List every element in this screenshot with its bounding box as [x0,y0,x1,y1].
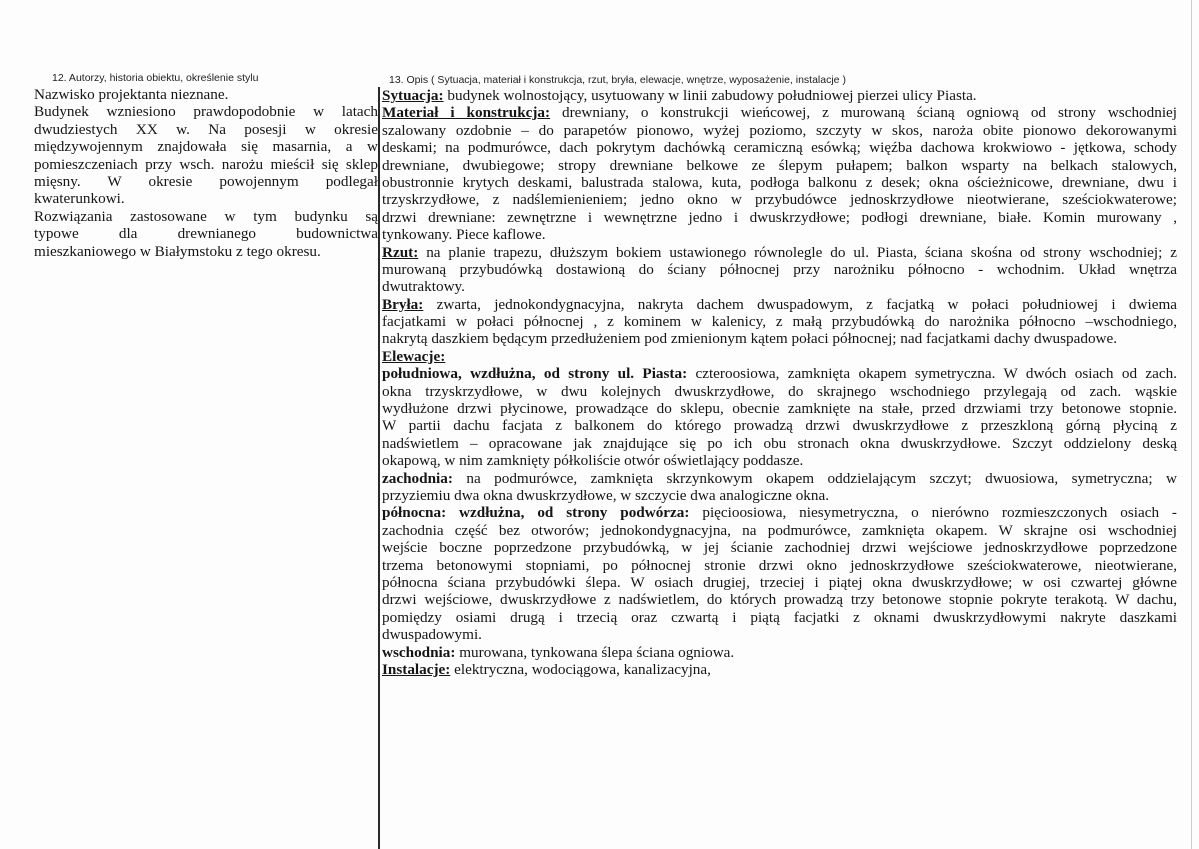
text-line [382,174,1177,191]
text-line [382,191,1177,208]
line-text: pięcioosiowa, niesymetryczna, o nierówno rozmieszczonych osiach - [702,504,1177,522]
line-text: elektryczna, wodociągowa, kanalizacyjna, [454,660,711,678]
text-line [382,591,1177,608]
line-text: murowana, tynkowana ślepa ściana ogniowa. [459,643,735,661]
line-text: trzyskrzydłowe, z nadślemienieniem; jedno okno w przybudówce jednoskrzydłowe nieotwierane, sześciokwaterowe; [382,191,1177,209]
text-line [382,609,1177,626]
text-line [382,487,1177,504]
line-text: wejście boczne poprzedzone przybudówką, w jej ścianie zachodniej drzwi wejściowe jednoskrzydłowe poprzedzone [382,539,1177,557]
line-text: pomiędzy osiami drugą i trzecią oraz czwartą i piątą facjatki z oknami dwuskrzydłowymi nakryte daszkami [382,608,1177,626]
line-text: północna ściana przybudówki ślepa. W osiach drugiej, trzeciej i piątej okna dwuskrzydłowe; w osi czwartej główne [382,573,1177,591]
section-label: zachodnia: [382,469,453,487]
section-label: Bryła: [382,295,424,313]
line-text: drewniane, dwubiegowe; stropy drewniane belkowe ze ślepym pułapem; balkon wsparty na belkach stalowych, [382,156,1177,174]
section-label: Elewacje: [382,347,446,365]
text-line [382,278,1177,295]
column-divider [378,87,380,849]
text-line [382,244,1177,261]
line-text: dwudziestych XX w. Na posesji w okresie [34,120,378,138]
text-line [382,470,1177,487]
text-line [382,226,1177,243]
line-text: typowe dla drewnianego budownictwa [34,225,378,243]
text-line [382,626,1177,643]
line-text: obustronnie krytych deskami, balustrada stalowa, kuta, podłoga balkonu z desek; okna ościeżnicowe, drewniane, dwu i [382,173,1177,191]
line-text: czteroosiowa, zamknięta okapem symetryczna. W dwóch osiach od zach. [695,365,1177,383]
line-text: W partii dachu facjata z balkonem do którego prowadzą drzwi dwuskrzydłowe z przeszkloną górną płyciną z [382,417,1177,435]
text-line [382,87,1177,104]
section-label: południowa, wzdłużna, od strony ul. Piasta: [382,365,688,383]
text-line [382,435,1177,452]
line-text: na planie trapezu, dłuższym bokiem ustawionego równolegle do ul. Piasta, ściana skośna od strony wschodniej; z [426,243,1177,261]
text-line [382,365,1177,382]
line-text: okapową, w nim zamknięty półkoliście otwór oświetlający poddasze. [382,452,804,470]
text-line [34,103,378,120]
line-text: mieszkaniowego w Białymstoku z tego okresu. [34,242,321,260]
text-line [382,522,1177,539]
section-label: wschodnia: [382,643,456,661]
line-text: deskami; na podmurówce, dach pokrytym dachówką ceramiczną esówką; więźba dachowa krokwiowo - jętkowa, schody [382,139,1177,157]
line-text: dwutraktowy. [382,278,465,296]
text-line [382,400,1177,417]
text-line [382,661,1177,678]
line-text: trzema betonowymi stopniami, po północnej stronie drzwi okno jednoskrzydłowe sześciokwaterowe, nieotwierane, [382,556,1177,574]
line-text: zachodnia część bez otworów; jednokondygnacyjna, na podmurówce, zamknięta okapem. W skrajne osi wschodniej [382,521,1177,539]
text-line [382,122,1177,139]
line-text: okna trzyskrzydłowe, w dwu kolejnych dwuskrzydłowe, do skrajnego wschodniego przylegają od zach. wąskie [382,382,1177,400]
line-text: Budynek wzniesiono prawdopodobnie w latach [34,103,378,121]
text-line [382,383,1177,400]
section-label: Materiał i konstrukcja: [382,104,551,122]
line-text: zwarta, jednokondygnacyjna, nakryta dachem dwuspadowym, z facjatką w połaci południowej i dwiema [436,295,1178,313]
text-line [34,156,378,173]
text-line [34,243,378,260]
text-line [34,225,378,242]
line-text: dwuspadowymi. [382,626,482,644]
text-line [382,644,1177,661]
text-line [382,261,1177,278]
line-text: Rozwiązania zastosowane w tym budynku są [34,207,378,225]
history-column [34,86,378,260]
line-text: mięsny. W okresie powojennym podlegał [34,172,378,190]
line-text: facjatkami w połaci północnej , z kominem w kalenicy, z małą przybudówką do narożnika północno –wschodniego, [382,313,1177,331]
text-line [382,330,1177,347]
line-text: przyziemiu dwa okna dwuskrzydłowe, w szczycie dwa analogiczne okna. [382,486,830,504]
text-line [382,504,1177,521]
line-text: nakrytą daszkiem będącym przedłużeniem pod zmienionym kątem połaci północnej; nad facjatkami dachy dwuspadowe. [382,330,1118,348]
line-text: drzwi wejściowe, dwuskrzydłowe z nadświetlem, do których prowadzą trzy betonowe stopnie pokryte terakotą. W dachu, [382,591,1177,609]
line-text: Nazwisko projektanta nieznane. [34,86,229,103]
line-text: tynkowany. Piece kaflowe. [382,226,546,244]
text-line [382,574,1177,591]
section-label: północna: wzdłużna, od strony podwórza: [382,504,690,522]
line-text: kwaterunkowi. [34,190,125,208]
text-line [34,208,378,225]
section-label: Instalacje: [382,660,451,678]
line-text: drewniany, o konstrukcji wieńcowej, z murowaną ścianą ogniową od strony wschodniej [562,104,1177,122]
text-line [382,139,1177,156]
text-line [382,296,1177,313]
section-13-heading: 13. Opis ( Sytuacja, materiał i konstrukcja, rzut, bryła, elewacje, wnętrze, wyposażenie, instalacje ) [389,74,846,86]
line-text: wydłużone drzwi płycinowe, prowadzące do sklepu, obecnie zamknięte na stałe, przed drzwiami trzy betonowe stopnie. [382,400,1177,418]
text-line [382,104,1177,121]
text-line [382,209,1177,226]
line-text: murowaną przybudówką dostawioną do ściany północnej przy narożniku północno - wchodnim. Układ wnętrza [382,260,1177,278]
text-line [382,157,1177,174]
line-text: pomieszczeniach przy wsch. narożu mieścił się sklep [34,155,378,173]
section-12-heading: 12. Autorzy, historia obiektu, określenie stylu [52,72,259,84]
text-line [382,539,1177,556]
text-line [382,452,1177,469]
section-label: Sytuacja: [382,87,444,104]
page-edge [1191,0,1192,849]
line-text: szalowany ozdobnie – do parapetów pionowo, wyżej poziomo, szczyty w skos, naroża obite pionowo dekorowanymi [382,121,1177,139]
section-label: Rzut: [382,243,419,261]
text-line [34,138,378,155]
description-column [382,87,1177,678]
text-line [382,313,1177,330]
text-line [382,417,1177,434]
line-text: budynek wolnostojący, usytuowany w linii zabudowy południowej pierzei ulicy Piasta. [447,87,977,104]
text-line [382,348,1177,365]
line-text: drzwi drewniane: zewnętrzne i wewnętrzne jedno i dwuskrzydłowe; podłogi drewniane, białe. Komin murowany , [382,208,1177,226]
line-text: na podmurówce, zamknięta skrzynkowym okapem oddzielającym szczyt; dwuosiowa, symetryczna; w [466,469,1177,487]
text-line [34,173,378,190]
line-text: nadświetlem – opracowane jak znajdujące się po ich obu stronach okna dwuskrzydłowe. Szczyt oddzielony deską [382,434,1177,452]
text-line [34,86,378,103]
line-text: międzywojennym znajdowała się masarnia, a w [34,138,378,156]
text-line [34,190,378,207]
text-line [382,557,1177,574]
text-line [34,121,378,138]
